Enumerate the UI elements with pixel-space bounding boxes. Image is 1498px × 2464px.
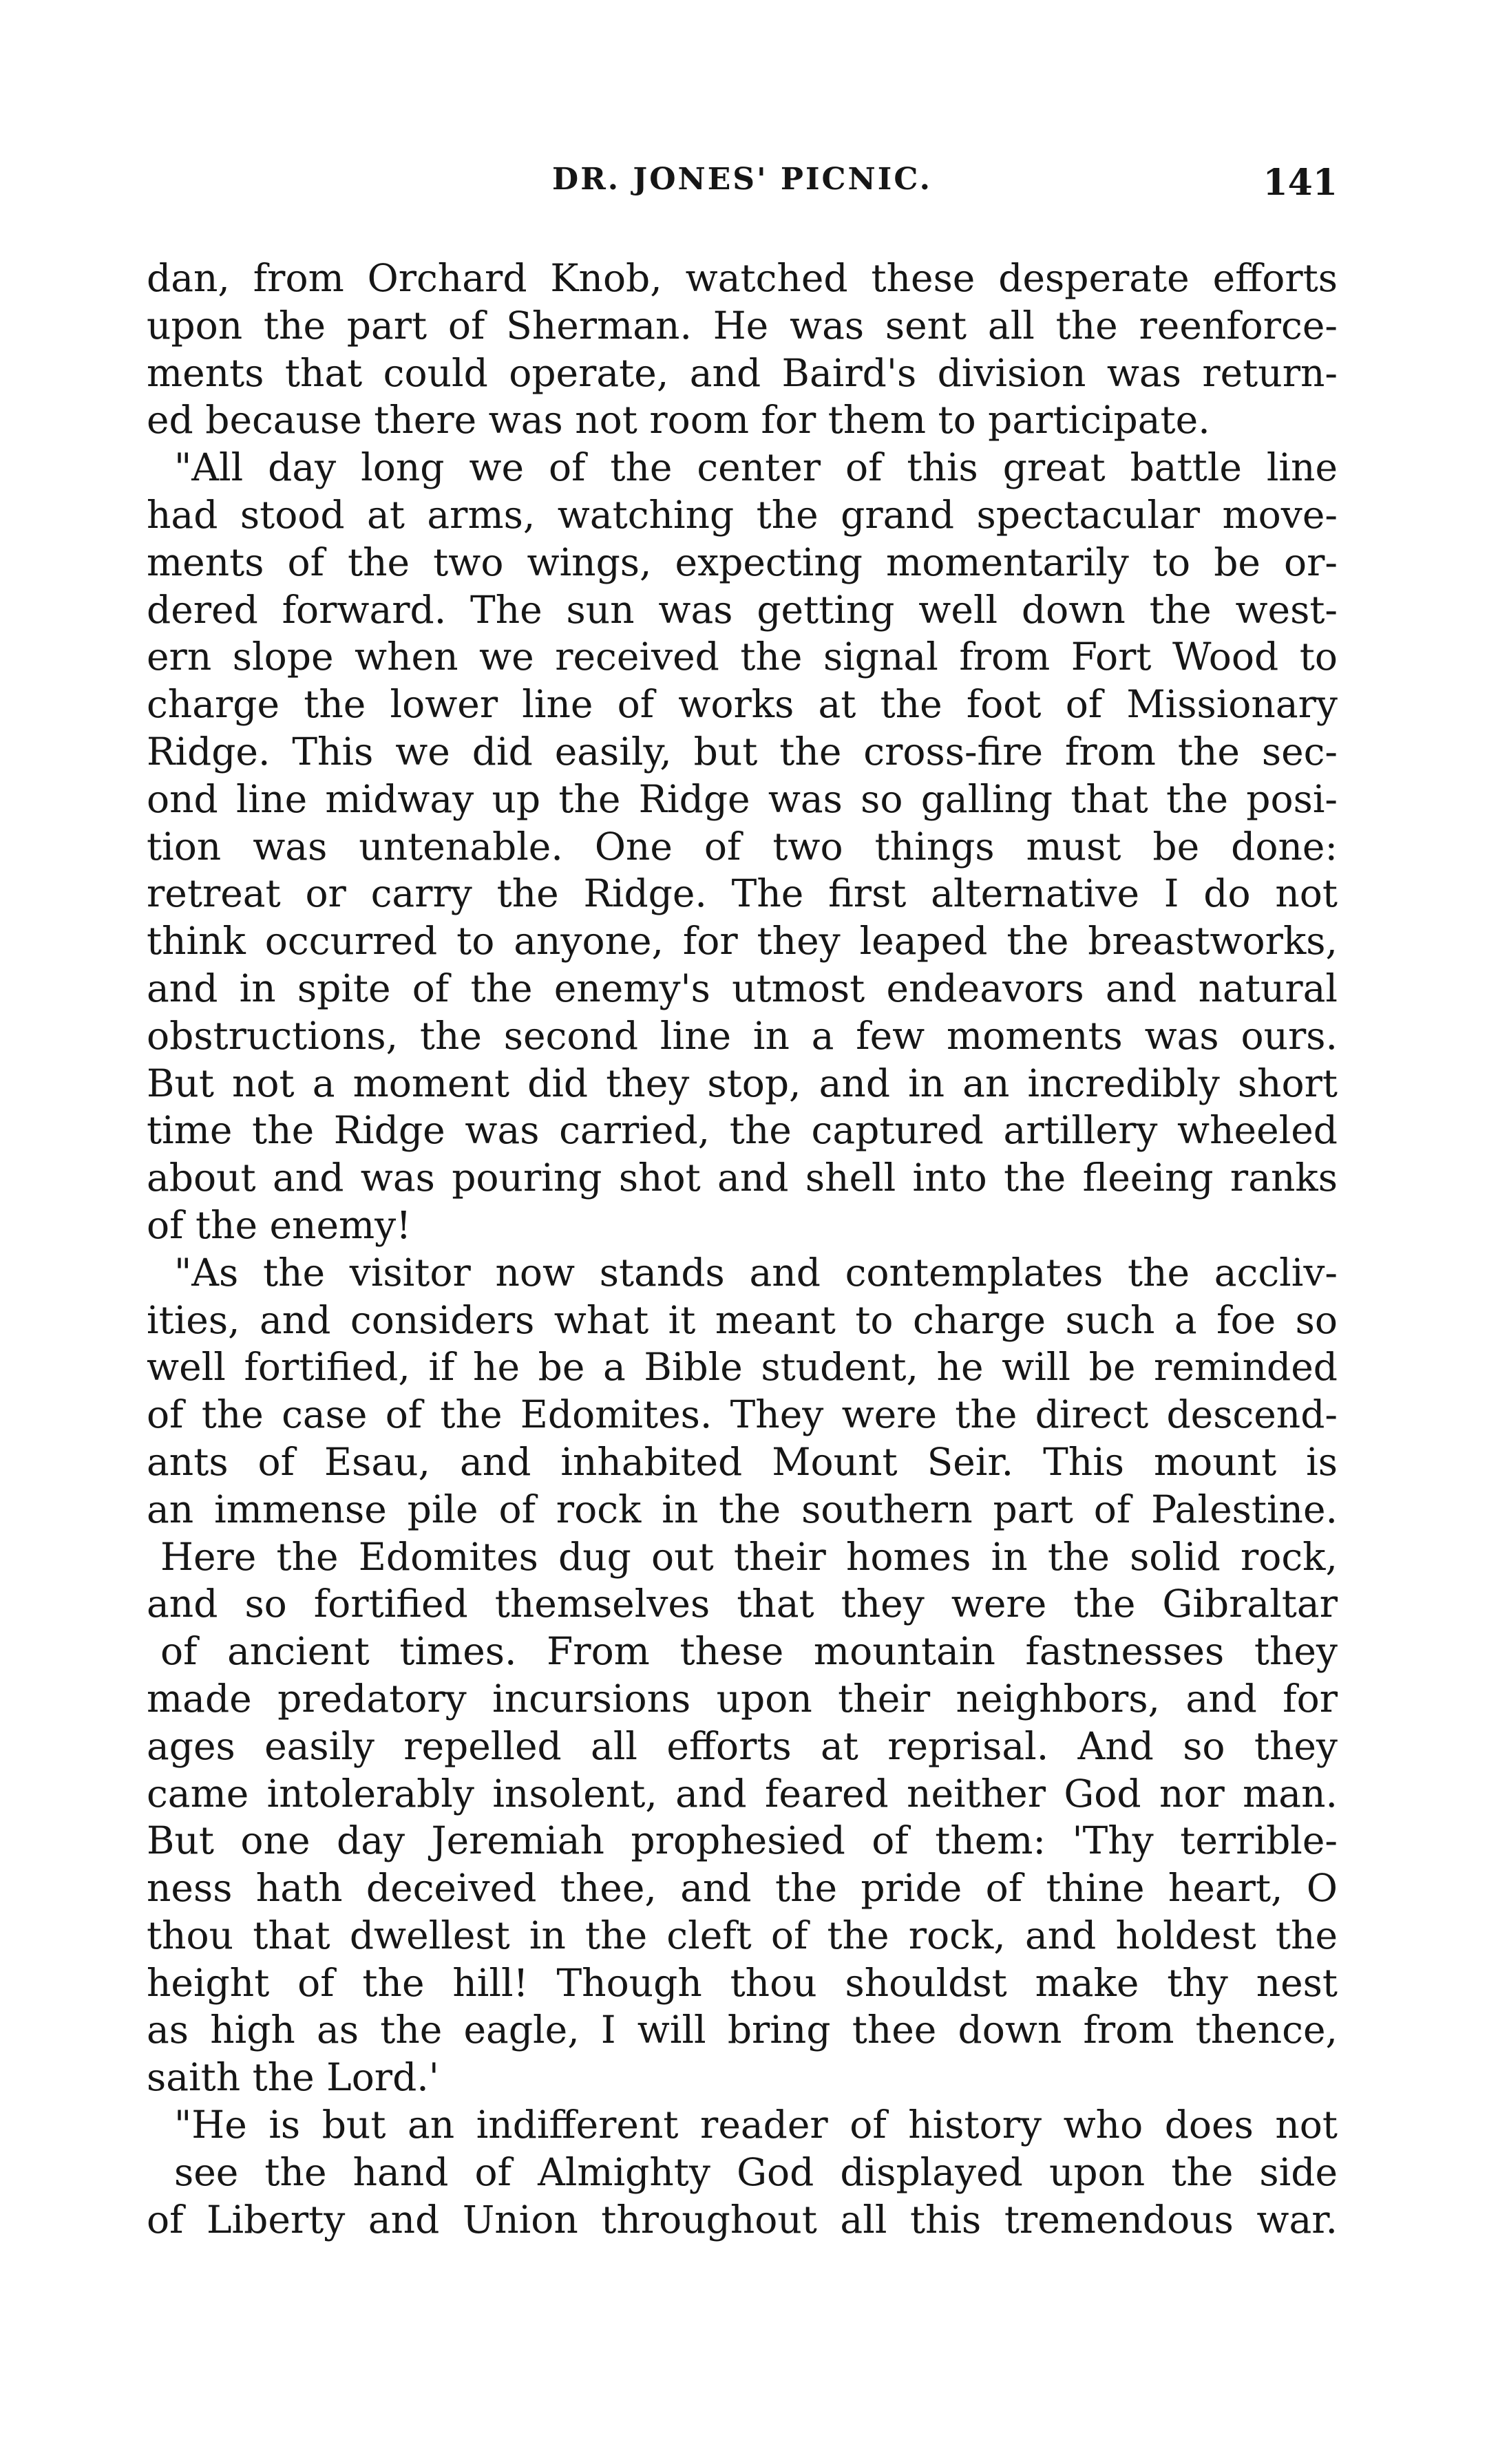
text-line: saith the Lord.' [147,2055,439,2100]
text-line: ants of Esau, and inhabited Mount Seir. This mount is [147,1439,1338,1484]
text-line: ments that could operate, and Baird's division was return- [147,350,1338,395]
text-line: ern slope when we received the signal from Fort Wood to [147,635,1338,679]
text-line: dan, from Orchard Knob, watched these desperate efforts [147,256,1338,300]
text-line: "As the visitor now stands and contemplates the accliv- [174,1250,1338,1295]
text-line: well fortified, if he be a Bible student, he will be reminded [147,1345,1338,1390]
text-line: and so fortified themselves that they were the Gibraltar [147,1582,1338,1626]
text-line: height of the hill! Though thou shouldst make thy nest [147,1960,1338,2005]
text-line: dered forward. The sun was getting well down the west- [147,587,1338,632]
text-line: But not a moment did they stop, and in an incredibly short [147,1061,1338,1105]
page-number: 141 [1263,162,1338,204]
text-line: had stood at arms, watching the grand spectacular move- [147,492,1338,537]
running-title: DR. JONES' PICNIC. [552,162,932,197]
text-line: of Liberty and Union throughout all this tremendous war. [147,2197,1338,2242]
text-line: think occurred to anyone, for they leaped the breastworks, [147,919,1338,964]
text-line: made predatory incursions upon their neighbors, and for [147,1676,1338,1721]
body-text [147,255,1338,2243]
text-line: charge the lower line of works at the foot of Missionary [147,682,1338,727]
text-line: of the case of the Edomites. They were the direct descend- [147,1392,1338,1437]
text-line: upon the part of Sherman. He was sent all the reenforce- [147,303,1338,348]
text-line: thou that dwellest in the cleft of the rock, and holdest the [147,1913,1338,1957]
text-line: ond line midway up the Ridge was so galling that the posi- [147,776,1338,821]
text-line: came intolerably insolent, and feared neither God nor man. [147,1771,1338,1816]
text-line: But one day Jeremiah prophesied of them: 'Thy terrible- [147,1818,1338,1863]
text-line: ages easily repelled all efforts at reprisal. And so they [147,1723,1338,1768]
text-line: "All day long we of the center of this great battle line [174,445,1338,490]
text-line: Ridge. This we did easily, but the cross-fire from the sec- [147,729,1338,774]
text-line: see the hand of Almighty God displayed upon the side [174,2149,1338,2194]
text-line: and in spite of the enemy's utmost endeavors and natural [147,966,1338,1010]
text-line: ed because there was not room for them to participate. [147,398,1210,443]
text-line: ities, and considers what it meant to charge such a foe so [147,1297,1338,1342]
text-line: as high as the eagle, I will bring thee down from thence, [147,2008,1338,2052]
text-line: ness hath deceived thee, and the pride of thine heart, O [147,1866,1338,1911]
text-line: obstructions, the second line in a few moments was ours. [147,1013,1338,1058]
page-header [147,162,1338,217]
text-line: an immense pile of rock in the southern part of Palestine. [147,1487,1338,1531]
text-line: tion was untenable. One of two things must be done: [147,824,1338,869]
text-line: of the enemy! [147,1202,412,1247]
text-line: "He is but an indifferent reader of history who does not [174,2103,1338,2147]
text-line: of ancient times. From these mountain fastnesses they [160,1629,1338,1674]
text-line: ments of the two wings, expecting momentarily to be or- [147,540,1338,584]
text-line: about and was pouring shot and shell into the fleeing ranks [147,1156,1338,1200]
text-line: retreat or carry the Ridge. The first alternative I do not [147,871,1338,916]
text-line: Here the Edomites dug out their homes in the solid rock, [160,1534,1338,1579]
text-line: time the Ridge was carried, the captured artillery wheeled [147,1108,1338,1153]
